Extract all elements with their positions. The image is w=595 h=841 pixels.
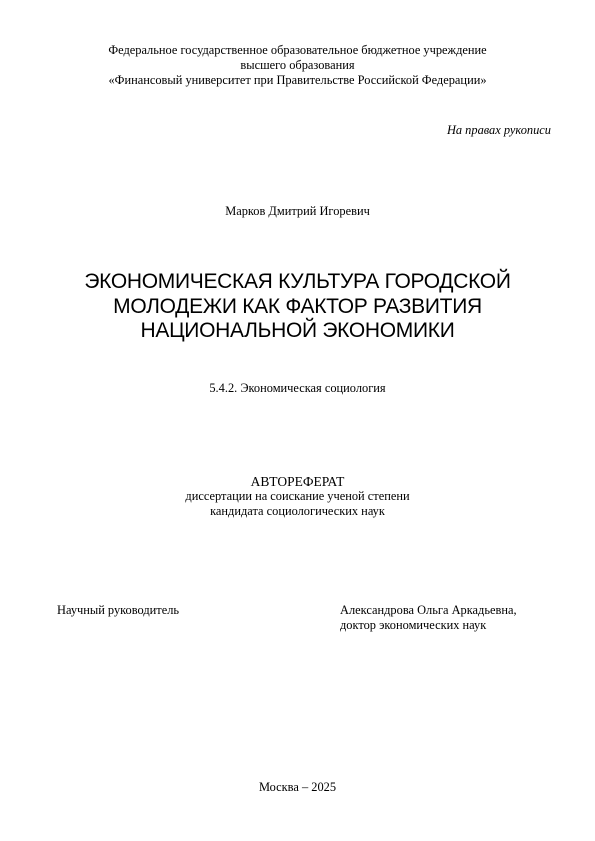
advisor-info	[340, 603, 517, 633]
abstract-line-2: диссертации на соискание ученой степени	[185, 489, 410, 503]
institution-header	[0, 43, 595, 88]
advisor-degree: доктор экономических наук	[340, 618, 487, 632]
abstract-heading: АВТОРЕФЕРАТ	[250, 474, 345, 489]
title-line-3: НАЦИОНАЛЬНОЙ ЭКОНОМИКИ	[140, 319, 455, 342]
rights-note: На правах рукописи	[446, 123, 551, 137]
institution-line-1: Федеральное государственное образовательное бюджетное учреждение	[108, 43, 487, 57]
title-line-1: ЭКОНОМИЧЕСКАЯ КУЛЬТУРА ГОРОДСКОЙ	[84, 270, 511, 293]
city-year: Москва – 2025	[258, 780, 337, 794]
institution-line-2: высшего образования	[240, 58, 355, 72]
abstract-line-3: кандидата социологических наук	[210, 504, 385, 518]
advisor-name: Александрова Ольга Аркадьевна,	[340, 603, 517, 617]
specialty-code: 5.4.2. Экономическая социология	[209, 381, 386, 395]
title-line-2: МОЛОДЕЖИ КАК ФАКТОР РАЗВИТИЯ	[113, 294, 482, 318]
abstract-block	[0, 474, 595, 519]
dissertation-title	[0, 270, 595, 344]
institution-line-3: «Финансовый университет при Правительстве Российской Федерации»	[108, 73, 487, 87]
author-name: Марков Дмитрий Игоревич	[225, 204, 370, 218]
advisor-label: Научный руководитель	[57, 603, 180, 617]
